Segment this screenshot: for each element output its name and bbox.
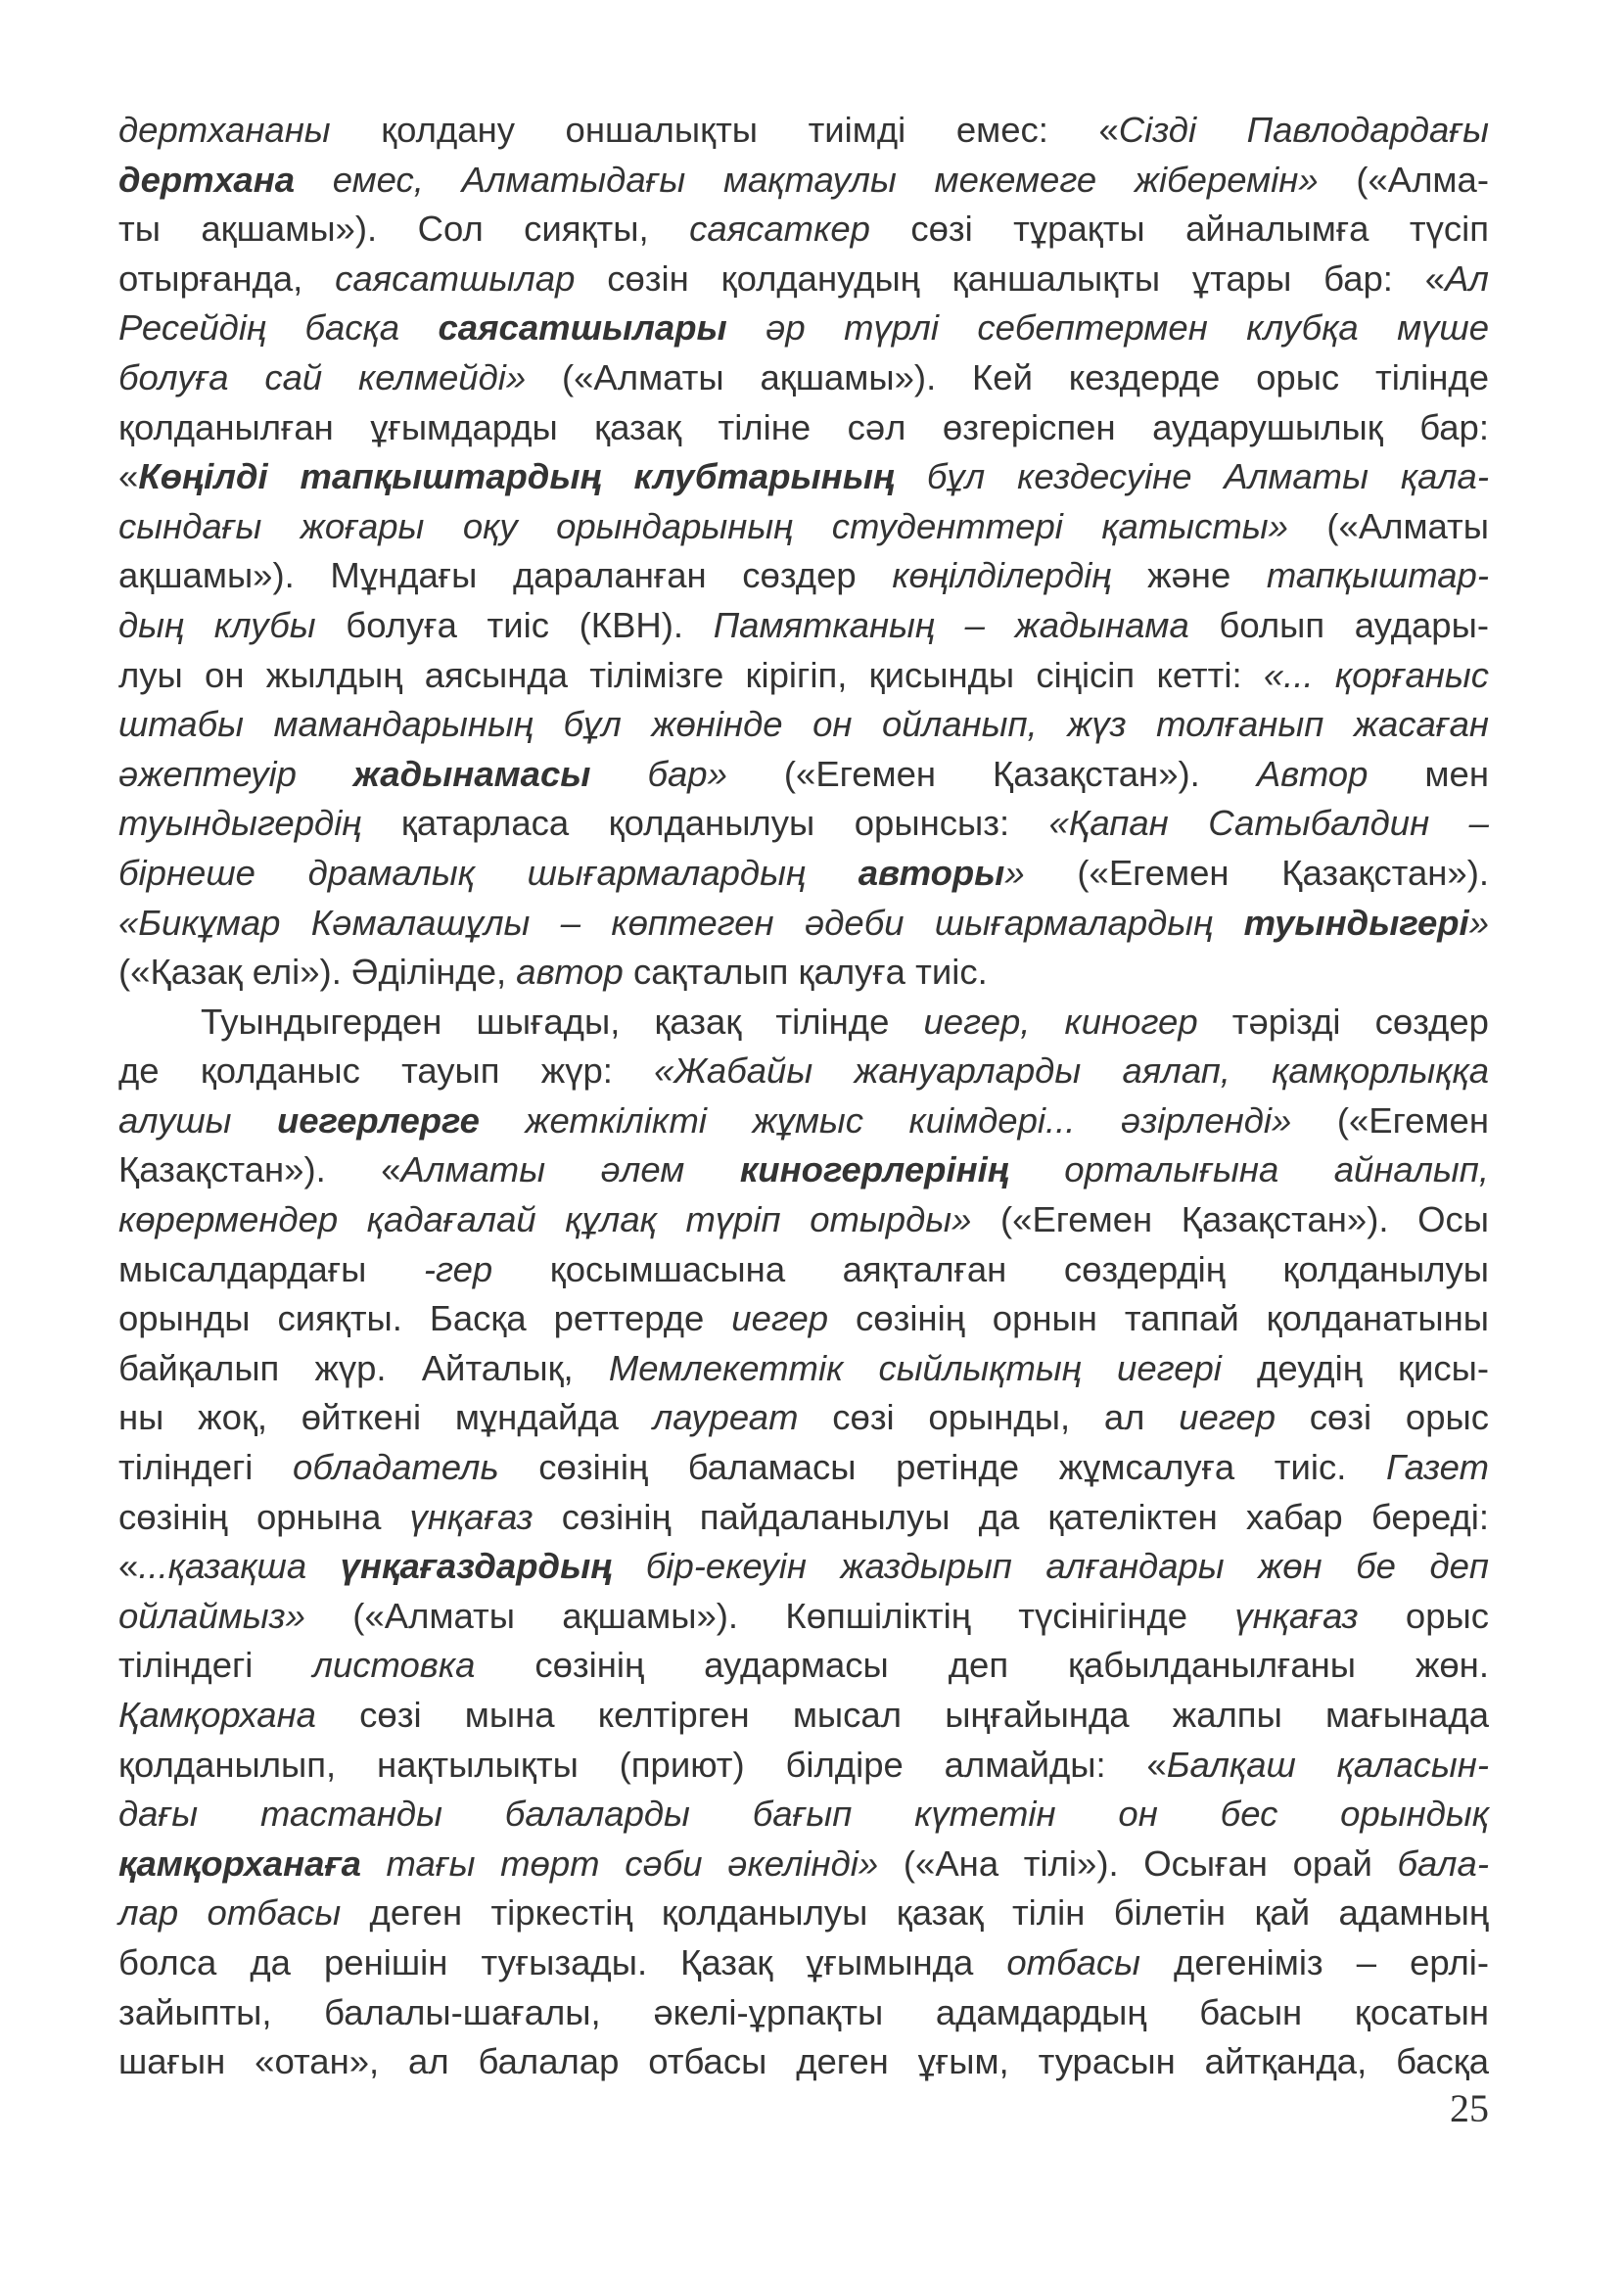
text-segment: сөзін қолданудың қаншалықты ұтары бар: « [575, 257, 1446, 299]
text-line [118, 1840, 1489, 1889]
body-text [118, 106, 1489, 2087]
text-segment: сөзі орыс [1276, 1397, 1489, 1438]
text-segment: болуға сай келмейді» [118, 356, 527, 397]
text-segment: иегер, киногер [923, 1001, 1198, 1042]
text-segment: («Алматы [1287, 505, 1490, 546]
text-segment: «Бикұмар Кәмалашұлы – көптеген әдеби шығармалардың [118, 902, 1244, 943]
text-line [118, 1641, 1489, 1691]
text-segment: сөзінің орнын таппай қолданатыны [828, 1298, 1490, 1339]
text-segment: де қолданыс тауып жүр: [118, 1050, 655, 1092]
text-segment: отырғанда, [118, 257, 336, 299]
text-line [118, 601, 1489, 651]
text-line [118, 1691, 1489, 1741]
text-line [118, 1542, 1489, 1592]
text-line [118, 1889, 1489, 1938]
text-segment: алушы [118, 1099, 277, 1141]
text-segment: болса да ренішін туғызады. Қазақ ұғымында [118, 1941, 1007, 1982]
text-segment: Ресейдің басқа [118, 307, 439, 349]
text-segment: («Егемен Қазақстан»). [1024, 852, 1489, 893]
text-segment: Газет [1385, 1447, 1489, 1488]
text-segment: ...қазақша [138, 1546, 341, 1587]
text-segment: шағын «отан», ал балалар отбасы деген ұғым, турасын айтқанда, басқа [118, 2041, 1489, 2082]
text-segment: Памятканың – жадынама [713, 604, 1189, 645]
text-segment: саясатшылар [335, 257, 576, 299]
text-segment: луы он жылдың аясында тілімізге кірігіп, қисынды сіңісіп кетті: [118, 654, 1264, 695]
text-segment: сөзінің орнына [118, 1496, 410, 1537]
text-segment: әр түрлі себептермен клубқа мүше [726, 307, 1489, 349]
text-segment: отбасы [1006, 1941, 1140, 1982]
text-segment: деудің қисы- [1221, 1347, 1489, 1388]
text-segment: («Қазақ елі»). Әділінде, [118, 952, 517, 993]
text-segment: үнқағаз [409, 1496, 534, 1537]
text-segment: сындағы жоғары оқу орындарының студенттері қатысты» [118, 505, 1288, 546]
text-segment: («Егемен Қазақстан»). [726, 753, 1257, 794]
text-segment: сөзі тұрақты айналымға түсіп [869, 209, 1489, 250]
text-segment: ақшамы»). Мұндағы дараланған сөздер [118, 555, 893, 596]
text-segment: лауреат [652, 1397, 799, 1438]
text-segment: бірнеше драмалық шығармалардың [118, 852, 858, 893]
text-segment: сөзі мына келтірген мысал ыңғайында жалпы мағынада [315, 1695, 1489, 1735]
text-line [118, 403, 1489, 453]
text-segment: авторы [858, 852, 1005, 893]
text-segment: («Егемен Қазақстан»). Осы [971, 1199, 1489, 1240]
text-segment: қолдану оншалықты тиімді емес: « [330, 110, 1119, 150]
text-segment: » [1468, 902, 1489, 943]
text-segment: («Алматы ақшамы»). Көпшіліктің түсінігінде [304, 1595, 1235, 1636]
text-segment: иегер [1179, 1397, 1276, 1438]
text-segment: Балқаш қаласын- [1166, 1744, 1490, 1785]
text-segment: тәрізді сөздер [1197, 1001, 1489, 1042]
text-segment: листовка [312, 1645, 476, 1686]
text-segment: сөзінің пайдаланылуы да қателіктен хабар береді: [533, 1496, 1489, 1537]
text-line [118, 899, 1489, 949]
text-segment: әжептеуір [118, 753, 353, 794]
text-segment: болып аудары- [1188, 604, 1489, 645]
text-line [118, 1493, 1489, 1543]
text-segment: штабы мамандарының бұл жөнінде он ойланып, жүз толғанып жасаған [118, 704, 1489, 745]
text-segment: тіліндегі [118, 1645, 313, 1686]
text-segment: «... қорғаныс [1263, 654, 1489, 695]
text-segment: («Алматы ақшамы»). Кей кездерде орыс тілінде [526, 356, 1489, 397]
text-line [118, 205, 1489, 255]
text-line [118, 1245, 1489, 1295]
text-line [118, 1294, 1489, 1344]
text-line [118, 1592, 1489, 1642]
text-segment: («Алма- [1318, 159, 1489, 200]
text-segment: « [118, 1546, 139, 1587]
text-segment: мысалдардағы [118, 1248, 424, 1289]
text-segment: орыс [1358, 1595, 1489, 1636]
text-line [118, 1195, 1489, 1245]
text-segment: Көңілді тапқыштардың клубтарының [138, 456, 895, 497]
page-number: 25 [1450, 2086, 1489, 2130]
text-line [118, 651, 1489, 701]
text-segment: сөзінің баламасы ретінде жұмсалуға тиіс. [498, 1447, 1386, 1488]
text-line [118, 849, 1489, 899]
text-segment: орталығына айналып, [1008, 1149, 1489, 1190]
text-segment: иегер [731, 1298, 829, 1339]
text-segment: үнқағаз [1234, 1595, 1359, 1636]
text-line [118, 255, 1489, 304]
text-segment: қамқорханаға [118, 1842, 361, 1884]
text-segment: сөзі орынды, ал [798, 1397, 1180, 1438]
text-line [118, 353, 1489, 403]
text-line [118, 502, 1489, 552]
text-line [118, 106, 1489, 156]
text-line [118, 948, 1489, 998]
text-segment: туындыгердің [118, 803, 362, 844]
text-segment: дағы тастанды балаларды бағып күтетін он бес орындық [118, 1794, 1489, 1835]
text-line [118, 156, 1489, 206]
text-segment: дың клубы [118, 604, 316, 645]
text-segment: «Жабайы жануарларды аялап, қамқорлыққа [654, 1050, 1489, 1092]
text-segment: көрермендер қадағалай құлақ түріп отырды» [118, 1199, 972, 1240]
text-segment: бала- [1397, 1842, 1489, 1884]
text-segment: автор [516, 952, 624, 993]
text-segment: Сізді Павлодардағы [1118, 110, 1489, 150]
text-segment: саясатшылары [438, 307, 727, 349]
text-segment: Қазақстан»). « [118, 1149, 401, 1190]
text-segment: дегеніміз – ерлі- [1139, 1941, 1490, 1982]
text-segment: жеткілікті жұмыс киімдері... әзірленді» [479, 1099, 1292, 1141]
text-segment: ны жоқ, өйткені мұндайда [118, 1397, 653, 1438]
text-segment: қатарласа қолданылуы орынсыз: [361, 803, 1049, 844]
text-line [118, 998, 1489, 1048]
text-line [118, 700, 1489, 750]
text-line [118, 2037, 1489, 2087]
text-segment: зайыпты, балалы-шағалы, әкелі-ұрпақты адамдардың басын қосатын [118, 1991, 1489, 2032]
text-segment: орынды сияқты. Басқа реттерде [118, 1298, 732, 1339]
text-line [118, 1145, 1489, 1195]
text-segment: туындыгері [1243, 902, 1469, 943]
text-line [118, 1938, 1489, 1988]
text-segment: көңілділердің [892, 555, 1112, 596]
text-segment: үнқағаздардың [340, 1546, 613, 1587]
text-line [118, 1988, 1489, 2038]
text-segment: Қамқорхана [118, 1695, 316, 1735]
text-segment: киногерлерінің [739, 1149, 1009, 1190]
text-line [118, 1096, 1489, 1146]
text-line [118, 750, 1489, 800]
text-segment: саясаткер [689, 209, 870, 250]
text-segment: Туындыгерден шығады, қазақ тілінде [201, 1001, 924, 1042]
text-segment: тапқыштар- [1266, 555, 1489, 596]
text-segment: мен [1368, 753, 1489, 794]
text-segment: «Қапан Сатыбалдин – [1048, 803, 1489, 844]
text-segment: лар отбасы [118, 1892, 342, 1934]
text-segment: («Ана тілі»). Осыған орай [878, 1842, 1398, 1884]
text-segment: дертхана [118, 159, 296, 200]
text-segment: Автор [1256, 753, 1369, 794]
text-line [118, 1047, 1489, 1096]
text-segment: («Егемен [1291, 1099, 1489, 1141]
text-line [118, 303, 1489, 353]
text-segment: деген тіркестің қолданылуы қазақ тілін білетін қай адамның [341, 1892, 1489, 1934]
text-segment: -гер [423, 1248, 493, 1289]
text-segment: Мемлекеттік сыйлықтың иегері [608, 1347, 1222, 1388]
text-segment: бұл кездесуіне Алматы қала- [894, 456, 1490, 497]
text-segment: байқалып жүр. Айталық, [118, 1347, 609, 1388]
text-segment: сақталып қалуға тиіс. [623, 952, 988, 993]
text-segment: емес, Алматыдағы мақтаулы мекемеге жіберемін» [295, 159, 1319, 200]
text-segment: сөзінің аудармасы деп қабылданылғаны жөн. [475, 1645, 1489, 1686]
text-segment: » [1004, 852, 1025, 893]
text-line [118, 1741, 1489, 1791]
text-segment: Ал [1445, 257, 1489, 299]
text-line [118, 1393, 1489, 1443]
text-segment: тағы төрт сәби әкелінді» [360, 1842, 879, 1884]
text-segment: ойлаймыз» [118, 1595, 305, 1636]
text-segment: жадынамасы [352, 753, 591, 794]
text-segment: ты ақшамы»). Сол сияқты, [118, 209, 690, 250]
text-segment: бір-екеуін жаздырып алғандары жөн бе деп [612, 1546, 1490, 1587]
text-line [118, 452, 1489, 502]
text-line [118, 551, 1489, 601]
text-segment: « [118, 456, 139, 497]
text-segment: қосымшасына аяқталған сөздердің қолданылуы [492, 1248, 1489, 1289]
text-segment: обладатель [293, 1447, 499, 1488]
text-line [118, 799, 1489, 849]
text-segment: дертхананы [118, 110, 331, 150]
text-line [118, 1344, 1489, 1394]
text-segment: Алматы әлем [400, 1149, 740, 1190]
text-segment: бар» [590, 753, 727, 794]
text-line [118, 1790, 1489, 1840]
text-segment: қолданылып, нақтылықты (приют) білдіре алмайды: « [118, 1744, 1167, 1785]
text-line [118, 1443, 1489, 1493]
text-segment: және [1111, 555, 1267, 596]
text-segment: тіліндегі [118, 1447, 294, 1488]
text-segment: қолданылған ұғымдарды қазақ тіліне сәл өзгеріспен аударушылық бар: [118, 406, 1489, 447]
text-segment: болуға тиіс (КВН). [315, 604, 714, 645]
text-segment: иегерлерге [276, 1099, 480, 1141]
